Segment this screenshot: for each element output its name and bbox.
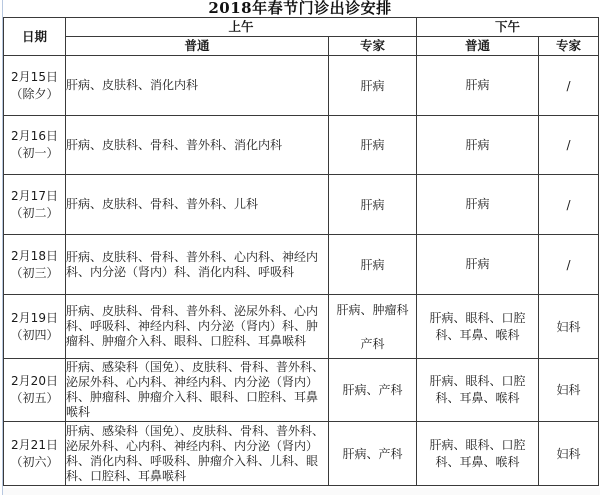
- am-general-cell: 肝病、感染科（国免）、皮肤科、骨科、普外科、泌尿外科、心内科、神经内科、内分泌（肾内）科、肿瘤科、肿瘤介入科、眼科、口腔科、耳鼻喉科: [66, 359, 329, 422]
- pm-general-cell: 肝病: [417, 235, 539, 295]
- am-expert-cell: 肝病、产科: [329, 422, 417, 486]
- date-text: 2月18日: [11, 248, 58, 263]
- pm-expert-cell: /: [539, 56, 599, 116]
- pm-general-cell: 肝病、眼科、口腔科、耳鼻、喉科: [417, 295, 539, 359]
- table-row: [4, 175, 599, 235]
- am-expert-cell: 肝病: [329, 235, 417, 295]
- lunar-date-text: （初六）: [10, 454, 59, 469]
- header-am-general: 普通: [66, 37, 329, 56]
- header-am-expert: 专家: [329, 37, 417, 56]
- date-cell: [4, 422, 66, 486]
- pm-general-cell: 肝病: [417, 56, 539, 116]
- lunar-date-text: （初五）: [10, 391, 59, 405]
- am-expert-line-2: 产科: [360, 336, 385, 351]
- am-general-cell: 肝病、皮肤科、骨科、普外科、消化内科: [66, 116, 329, 175]
- table-row: [4, 235, 599, 295]
- header-afternoon: 下午: [417, 18, 599, 37]
- date-cell: [4, 56, 66, 116]
- date-text: 2月17日: [11, 188, 58, 203]
- date-text: 2月20日: [11, 374, 58, 388]
- am-expert-cell: 肝病: [329, 116, 417, 175]
- am-expert-cell: 肝病: [329, 175, 417, 235]
- header-row-periods: [4, 18, 599, 37]
- pm-general-cell: 肝病、眼科、口腔科、耳鼻、喉科: [417, 422, 539, 486]
- date-text: 2月16日: [11, 129, 58, 143]
- date-text: 2月15日: [11, 69, 58, 84]
- pm-expert-cell: 妇科: [539, 295, 599, 359]
- am-general-cell: 肝病、皮肤科、骨科、普外科、心内科、神经内科、内分泌（肾内）科、消化内科、呼吸科: [66, 235, 329, 295]
- table-row: [4, 56, 599, 116]
- table-row: [4, 295, 599, 359]
- pm-general-cell: 肝病: [417, 116, 539, 175]
- am-expert-line-1: 肝病、肿瘤科: [336, 302, 409, 317]
- header-date: 日期: [4, 18, 66, 56]
- date-cell: [4, 295, 66, 359]
- table-row: [4, 422, 599, 486]
- am-general-cell: 肝病、皮肤科、骨科、普外科、儿科: [66, 175, 329, 235]
- lunar-date-text: （除夕）: [10, 86, 59, 101]
- lunar-date-text: （初四）: [10, 327, 59, 342]
- date-text: 2月21日: [11, 437, 58, 452]
- page-title: 2018年春节门诊出诊安排: [208, 0, 392, 17]
- pm-general-cell: 肝病、眼科、口腔科、耳鼻、喉科: [417, 359, 539, 422]
- header-morning: 上午: [66, 18, 417, 37]
- date-cell: [4, 235, 66, 295]
- am-expert-cell: [329, 295, 417, 359]
- am-general-cell: 肝病、皮肤科、骨科、普外科、泌尿外科、心内科、呼吸科、神经内科、内分泌（肾内）科、肿瘤科、肿瘤介入科、眼科、口腔科、耳鼻喉科: [66, 295, 329, 359]
- schedule-table: [3, 17, 599, 486]
- table-row: [4, 116, 599, 175]
- lunar-date-text: （初二）: [10, 205, 59, 220]
- lunar-date-text: （初三）: [10, 265, 59, 280]
- pm-expert-cell: /: [539, 116, 599, 175]
- date-cell: [4, 175, 66, 235]
- pm-expert-cell: /: [539, 175, 599, 235]
- pm-expert-cell: /: [539, 235, 599, 295]
- pm-expert-cell: 妇科: [539, 422, 599, 486]
- date-cell: [4, 116, 66, 175]
- header-row-types: [4, 37, 599, 56]
- table-row: [4, 359, 599, 422]
- bottom-margin: [3, 488, 600, 495]
- am-general-cell: 肝病、感染科（国免）、皮肤科、骨科、普外科、泌尿外科、心内科、神经内科、内分泌（肾内）科、消化内科、呼吸科、肿瘤介入科、儿科、眼科、口腔科、耳鼻喉科: [66, 422, 329, 486]
- pm-expert-cell: 妇科: [539, 359, 599, 422]
- header-pm-general: 普通: [417, 37, 539, 56]
- date-cell: [4, 359, 66, 422]
- date-text: 2月19日: [11, 310, 58, 325]
- lunar-date-text: （初一）: [10, 146, 59, 160]
- am-expert-cell: 肝病: [329, 56, 417, 116]
- pm-general-cell: 肝病: [417, 175, 539, 235]
- header-pm-expert: 专家: [539, 37, 599, 56]
- am-expert-cell: 肝病、产科: [329, 359, 417, 422]
- am-general-cell: 肝病、皮肤科、消化内科: [66, 56, 329, 116]
